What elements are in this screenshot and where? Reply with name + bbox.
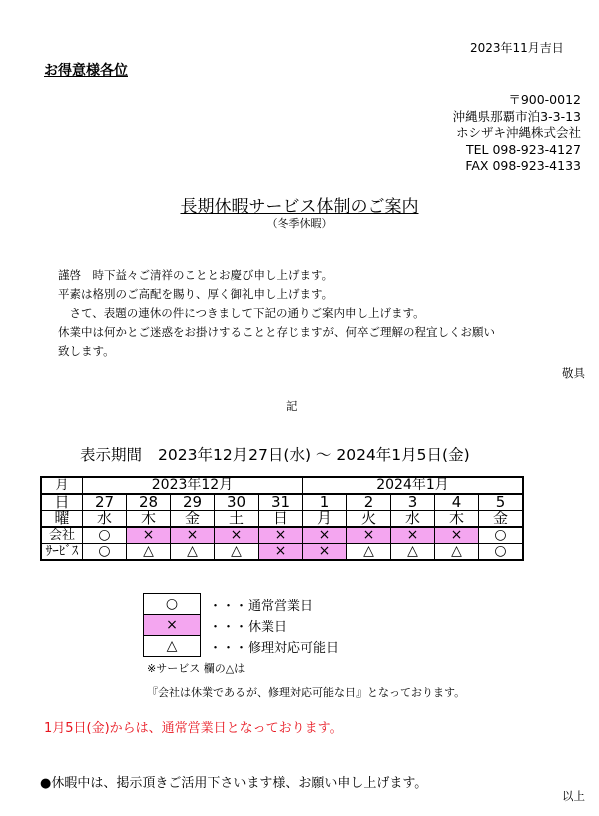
day-cell: 31 [259,494,303,511]
closing-ijou: 以上 [562,789,585,803]
legend-symbol-closed: × [144,615,201,636]
company-status-cell: × [215,527,259,544]
display-period [80,443,470,465]
weekday-cell: 金 [479,511,524,528]
period-label: 表示期間 [80,446,143,464]
weekday-header: 曜 [41,511,83,528]
company-header: 会社 [41,527,83,544]
company-status-cell: × [303,527,347,544]
recipient: お得意様各位 [44,63,128,79]
closing-keigu: 敬具 [562,366,585,380]
month-header: 月 [41,477,83,494]
month-row [41,477,523,494]
month-cell-jan: 2024年1月 [303,477,524,494]
day-cell: 4 [435,494,479,511]
body-line: 致します。 [58,344,115,358]
service-status-cell: △ [215,544,259,561]
service-header: ｻｰﾋﾞｽ [41,544,83,561]
legend-row-closed [144,615,341,636]
legend-symbol-repair: △ [144,636,201,657]
weekday-cell: 日 [259,511,303,528]
company-row [41,527,523,544]
weekday-cell: 金 [171,511,215,528]
document-title: 長期休暇サービス体制のご案内 [180,197,419,217]
ki-marker: 記 [286,399,298,413]
legend-desc-closed: ・・・休業日 [209,619,288,635]
document-date: 2023年11月吉日 [470,41,564,55]
sender-block [453,92,581,175]
day-header: 日 [41,494,83,511]
weekday-cell: 水 [83,511,127,528]
service-status-cell: △ [347,544,391,561]
weekday-cell: 水 [391,511,435,528]
day-cell: 5 [479,494,524,511]
body-line: 平素は格別のご高配を賜り、厚く御礼申し上げます。 [58,287,334,301]
company-status-cell: × [127,527,171,544]
period-range: 2023年12月27日(水) ～ 2024年1月5日(金) [158,446,470,464]
service-status-cell: △ [171,544,215,561]
day-cell: 27 [83,494,127,511]
body-line: 休業中は何かとご迷惑をお掛けすることと存じますが、何卒ご理解の程宜しくお願い [58,325,495,339]
service-status-cell: ○ [83,544,127,561]
day-cell: 30 [215,494,259,511]
weekday-cell: 木 [435,511,479,528]
day-cell: 3 [391,494,435,511]
service-row [41,544,523,561]
day-cell: 2 [347,494,391,511]
company-status-cell: × [171,527,215,544]
service-status-cell: × [259,544,303,561]
sender-postal: 〒900-0012 [508,92,581,107]
day-cell: 29 [171,494,215,511]
weekday-cell: 火 [347,511,391,528]
service-status-cell: × [303,544,347,561]
sender-fax: FAX 098-923-4133 [465,158,581,173]
legend-table [143,593,341,657]
legend-desc-repair: ・・・修理対応可能日 [209,640,340,656]
body-line: さて、表題の連休の件につきまして下記の通りご案内申し上げます。 [58,306,425,320]
weekday-row [41,511,523,528]
company-status-cell: × [259,527,303,544]
sender-tel: TEL 098-923-4127 [465,141,581,157]
holiday-calendar-table [40,476,524,561]
legend-row-repair [144,636,341,657]
weekday-cell: 土 [215,511,259,528]
resume-notice: 1月5日(金)からは、通常営業日となっております。 [44,721,343,736]
document-subtitle: （冬季休暇） [266,217,333,230]
company-status-cell: × [435,527,479,544]
document-title-wrap [0,192,599,217]
service-status-cell: △ [435,544,479,561]
weekday-cell: 木 [127,511,171,528]
day-cell: 28 [127,494,171,511]
letter-body [58,266,548,361]
body-line: 謹啓 時下益々ご清祥のこととお慶び申し上げます。 [58,268,334,282]
legend-symbol-open: ○ [144,594,201,615]
service-status-cell: △ [127,544,171,561]
service-status-cell: △ [391,544,435,561]
company-status-cell: × [391,527,435,544]
day-cell: 1 [303,494,347,511]
month-cell-dec: 2023年12月 [83,477,303,494]
footer-request: ●休暇中は、掲示頂きご活用下さいます様、お願い申し上げます。 [40,776,428,791]
company-status-cell: ○ [83,527,127,544]
service-status-cell: ○ [479,544,524,561]
company-status-cell: × [347,527,391,544]
weekday-cell: 月 [303,511,347,528]
service-note-1: ※サービス 欄の△は [147,662,246,675]
sender-company: ホシザキ沖縄株式会社 [455,125,581,140]
company-status-cell: ○ [479,527,524,544]
legend-desc-open: ・・・通常営業日 [209,598,314,614]
service-note-2: 『会社は休業であるが、修理対応可能な日』となっております。 [147,686,466,699]
sender-address: 沖縄県那覇市泊3-3-13 [452,108,581,124]
legend-row-open [144,594,341,615]
